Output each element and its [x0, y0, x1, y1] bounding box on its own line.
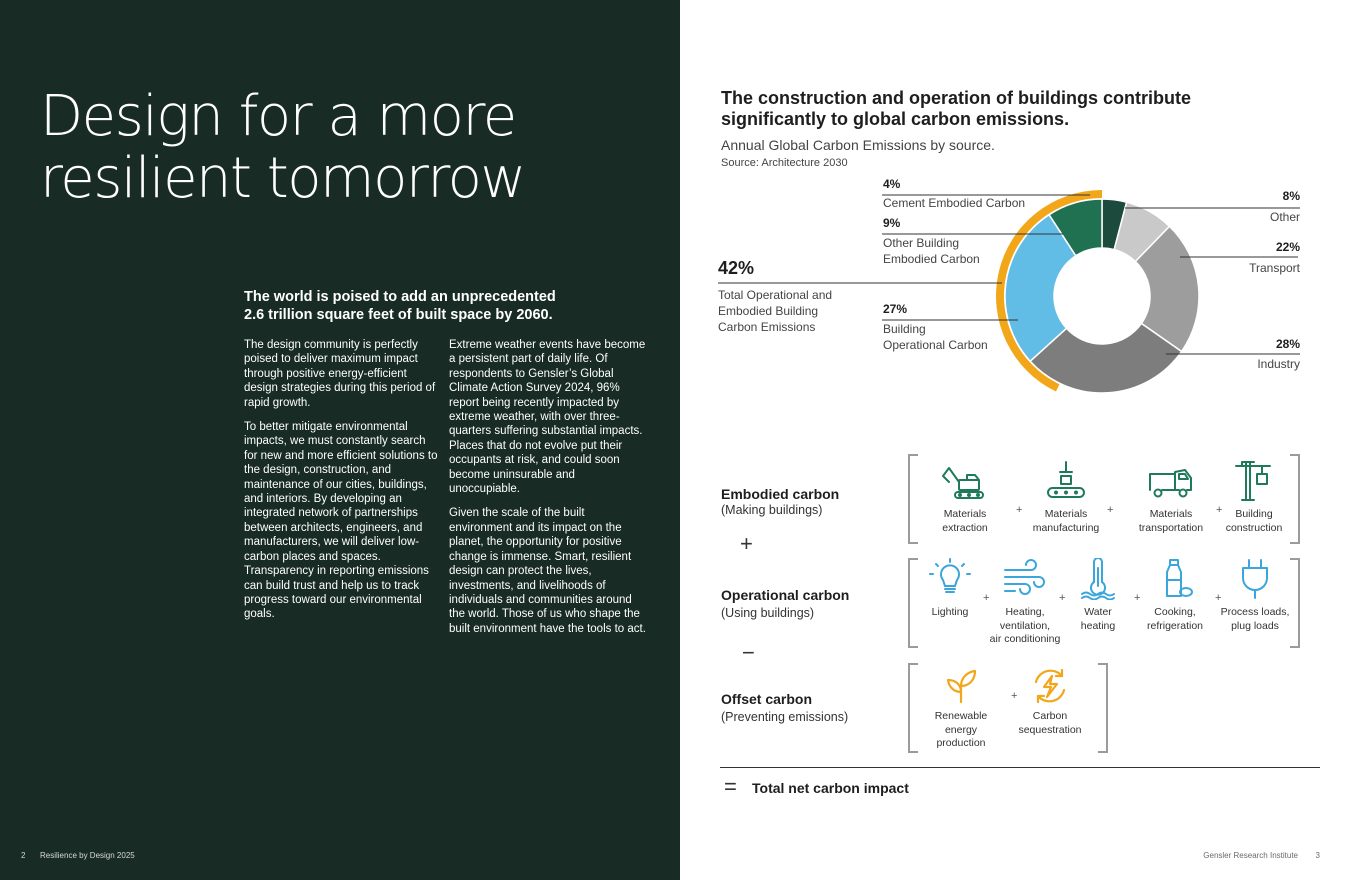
chart-title-line-2: significantly to global carbon emissions.	[721, 109, 1070, 129]
label-line: Total Operational and	[718, 288, 833, 302]
item-cooking	[1136, 558, 1214, 633]
label-other	[1270, 209, 1300, 225]
total-net-carbon-label: Total net carbon impact	[752, 780, 909, 796]
donut-slices	[1005, 199, 1199, 393]
label-pct-industry: 28%	[1275, 337, 1300, 351]
item-label-line: Materials	[1044, 508, 1088, 520]
headline-line-2: resilient tomorrow	[40, 146, 525, 211]
plus-sign: +	[1011, 690, 1018, 702]
label-pct-transport: 22%	[1275, 240, 1300, 254]
plug-icon	[1233, 558, 1277, 600]
plus-sign: +	[1215, 592, 1222, 604]
item-hvac	[986, 558, 1064, 647]
body-column-1	[244, 338, 440, 632]
subheading	[244, 288, 574, 324]
right-page	[680, 0, 1360, 880]
label-pct-operational: 27%	[883, 302, 908, 316]
lightbulb-icon	[928, 558, 972, 600]
embodied-subtitle: (Making buildings)	[721, 503, 823, 517]
label-other-embodied	[883, 235, 980, 267]
bracket-left	[908, 454, 918, 544]
label-line: Building	[883, 322, 926, 336]
chart-title-line-1: The construction and operation of buildings contribute	[721, 88, 1191, 108]
label-pct-cement: 4%	[883, 177, 901, 191]
label-line: Embodied Building	[718, 304, 819, 318]
item-process-loads	[1218, 558, 1292, 633]
label-pct-group: 42%	[718, 258, 755, 278]
item-label-line: transportation	[1138, 521, 1204, 534]
label-line: Other	[1269, 210, 1300, 224]
operational-title: Operational carbon	[721, 587, 850, 603]
energy-cycle-icon	[1030, 668, 1070, 704]
item-label-line: Materials	[1149, 508, 1193, 520]
plus-sign: +	[1107, 504, 1114, 516]
item-label-line: heating	[1080, 619, 1116, 632]
paragraph: Extreme weather events have become a persistent part of daily life. Of respondents to Gensler’s Global Climate Action Survey 2024, 96% report being recently impacted by extreme weather, with over three-quarters suffering substantial impacts. Places that do not evolve put their occupants at risk, and could soon become uninsurable and unoccupiable.	[449, 339, 646, 496]
item-label-line: construction	[1225, 521, 1283, 534]
label-line: Industry	[1257, 357, 1300, 371]
sprout-icon	[941, 668, 981, 704]
label-pct-other: 8%	[1282, 189, 1300, 203]
conveyor-icon	[1042, 460, 1090, 502]
paragraph: The design community is perfectly poised to deliver maximum impact through positive energy-efficient design strategies during this period of rapid growth.	[244, 339, 436, 409]
bracket-left	[908, 663, 918, 753]
item-label-line: sequestration	[1018, 723, 1082, 736]
chart-source: Source: Architecture 2030	[721, 157, 848, 169]
label-transport	[1249, 260, 1300, 276]
subheading-line-1: The world is poised to add an unprecedented	[244, 289, 556, 305]
label-group	[718, 287, 832, 335]
equals-operator: =	[724, 774, 737, 799]
paragraph: To better mitigate environmental impacts, we must constantly search for new and more efficient solutions to the design, construction, and maintenance of our cities, buildings, and interiors. By developing an integrated network of partnerships between architects, engineers, and manufacturers, we will deliver low-carbon places and spaces. Transparency in reporting emissions can build trust and help us to track progress toward our environmental goals.	[244, 421, 438, 621]
label-pct-other-embodied: 9%	[883, 216, 901, 230]
item-materials-manufacturing	[1025, 460, 1107, 535]
item-label-line: air conditioning	[989, 633, 1061, 645]
item-label-line: Cooking,	[1154, 606, 1196, 618]
item-label-line: plug loads	[1231, 619, 1279, 632]
item-label-line: Carbon	[1032, 710, 1068, 722]
paragraph: Given the scale of the built environment and its impact on the planet, the opportunity for positive change is immense. Smart, resilient design can protect the lives, investments, and livelihoods of individuals and communities around the world. Those of us who shape the built environment have the tools to act.	[449, 507, 646, 635]
label-line: Operational Carbon	[883, 338, 988, 352]
thermometer-icon	[1078, 558, 1118, 600]
label-line: Embodied Carbon	[883, 252, 980, 266]
bracket-right	[1290, 454, 1300, 544]
plus-sign: +	[1134, 592, 1141, 604]
item-water-heating	[1073, 558, 1123, 633]
chart-subtitle: Annual Global Carbon Emissions by source.	[721, 137, 995, 153]
truck-icon	[1147, 460, 1195, 502]
offset-title: Offset carbon	[721, 691, 813, 707]
item-materials-extraction	[925, 460, 1005, 535]
footer-title-left: Resilience by Design 2025	[40, 851, 135, 860]
item-label-line: extraction	[942, 521, 988, 534]
page-number-left: 2	[21, 851, 26, 860]
item-label-line: Renewable	[934, 710, 988, 722]
item-label-line: ventilation,	[999, 619, 1051, 632]
crane-icon	[1230, 460, 1278, 502]
embodied-title: Embodied carbon	[721, 486, 840, 502]
label-line: Other Building	[883, 236, 960, 250]
item-label-line: Heating,	[1005, 606, 1045, 618]
item-materials-transportation	[1128, 460, 1214, 535]
item-building-construction	[1218, 460, 1290, 535]
item-label-line: production	[936, 737, 986, 749]
plus-sign: +	[983, 592, 990, 604]
item-label-line: Lighting	[931, 606, 969, 618]
label-industry	[1257, 356, 1300, 372]
operational-subtitle: (Using buildings)	[721, 606, 815, 620]
item-label-line: Water	[1084, 606, 1112, 618]
plus-sign: +	[1059, 592, 1066, 604]
item-label-line: Process loads,	[1220, 606, 1290, 618]
item-label-line: manufacturing	[1032, 521, 1100, 534]
item-renewable-energy	[926, 668, 996, 751]
item-label-line: Building	[1235, 508, 1273, 520]
equation-divider	[720, 767, 1320, 768]
plus-sign: +	[1016, 504, 1023, 516]
wind-icon	[1001, 558, 1049, 600]
footer-title-right: Gensler Research Institute	[1203, 851, 1298, 860]
plus-sign: +	[1216, 504, 1223, 516]
bracket-left	[908, 558, 918, 648]
excavator-icon	[941, 460, 989, 502]
page-number-right: 3	[1315, 851, 1320, 860]
page-headline	[40, 86, 525, 210]
minus-operator: −	[742, 640, 755, 665]
item-lighting	[920, 558, 980, 620]
item-label-line: refrigeration	[1146, 619, 1204, 632]
plus-operator: +	[740, 531, 753, 556]
label-line: Transport	[1249, 261, 1300, 275]
bracket-right	[1098, 663, 1108, 753]
headline-line-1: Design for a more	[40, 84, 516, 149]
item-carbon-sequestration	[1013, 668, 1087, 737]
label-line: Cement Embodied Carbon	[883, 196, 1026, 210]
offset-subtitle: (Preventing emissions)	[721, 710, 849, 724]
label-operational	[883, 321, 988, 353]
subheading-line-2: 2.6 trillion square feet of built space by 2060.	[244, 307, 553, 323]
item-label-line: energy	[944, 723, 978, 736]
bottle-icon	[1153, 558, 1197, 600]
label-cement	[883, 195, 1025, 211]
label-line: Carbon Emissions	[718, 320, 816, 334]
body-column-2	[449, 338, 649, 646]
item-label-line: Materials	[943, 508, 987, 520]
